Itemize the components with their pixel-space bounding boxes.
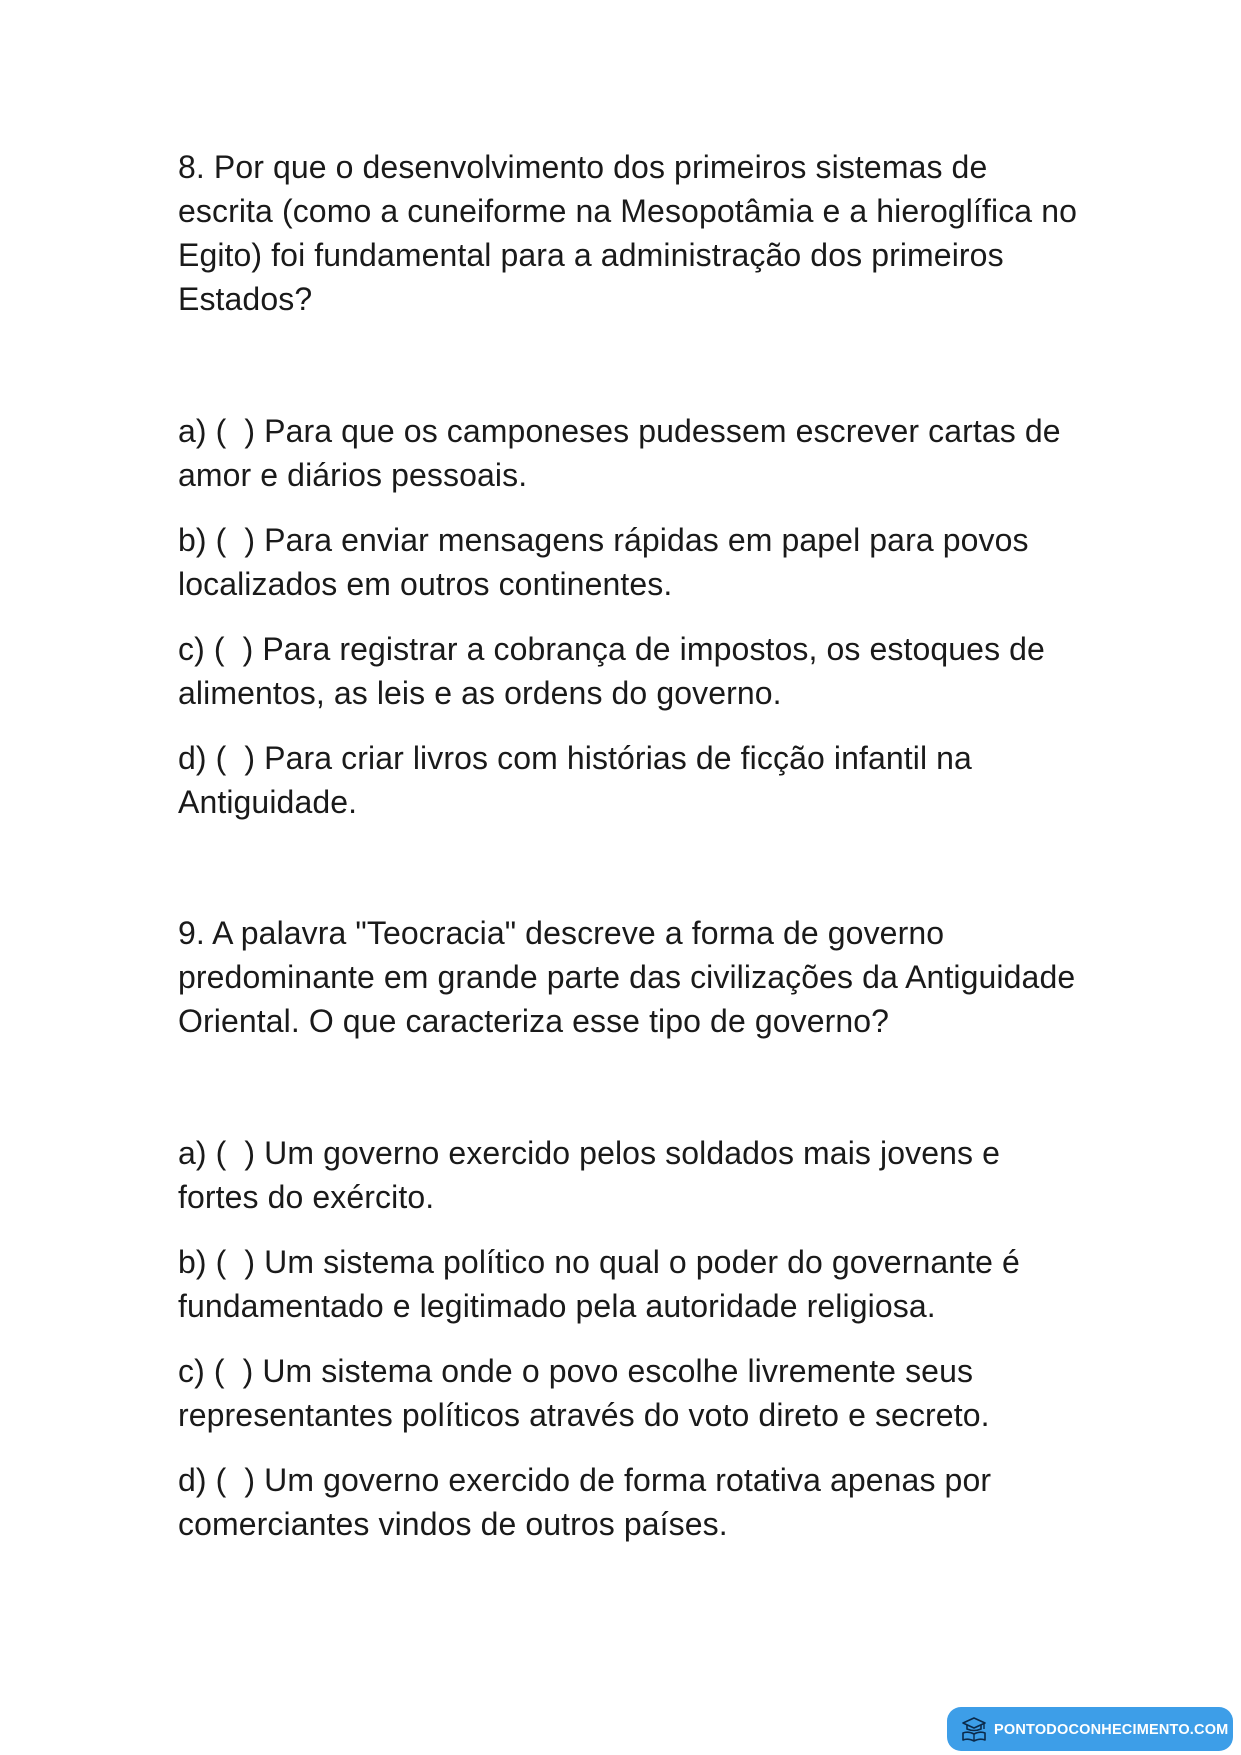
option-c[interactable] (178, 627, 1078, 715)
option-marker: b) ( ) (178, 522, 256, 558)
answer-options (178, 1131, 1078, 1546)
option-text: Para registrar a cobrança de impostos, os estoques de alimentos, as leis e as ordens do governo. (178, 631, 1045, 711)
graduation-reader-icon (959, 1714, 989, 1744)
watermark-text: PONTODOCONHECIMENTO.COM (994, 1722, 1229, 1738)
question-text: 8. Por que o desenvolvimento dos primeiros sistemas de escrita (como a cuneiforme na Mesopotâmia e a hieroglífica no Egito) foi fundamental para a administração dos primeiros Estados? (178, 149, 1077, 317)
option-d[interactable] (178, 1458, 1078, 1546)
option-marker: a) ( ) (178, 1135, 256, 1171)
option-a[interactable] (178, 1131, 1078, 1219)
option-b[interactable] (178, 518, 1078, 606)
option-b[interactable] (178, 1240, 1078, 1328)
option-text: Para enviar mensagens rápidas em papel para povos localizados em outros continentes. (178, 522, 1029, 602)
option-text: Um governo exercido de forma rotativa apenas por comerciantes vindos de outros países. (178, 1462, 992, 1542)
option-a[interactable] (178, 409, 1078, 497)
option-c[interactable] (178, 1349, 1078, 1437)
question-text: 9. A palavra "Teocracia" descreve a forma de governo predominante em grande parte das civilizações da Antiguidade Oriental. O que caracteriza esse tipo de governo? (178, 915, 1076, 1039)
option-marker: b) ( ) (178, 1244, 256, 1280)
option-text: Para que os camponeses pudessem escrever cartas de amor e diários pessoais. (178, 413, 1061, 493)
option-d[interactable] (178, 736, 1078, 824)
option-marker: d) ( ) (178, 1462, 256, 1498)
option-text: Um sistema onde o povo escolhe livremente seus representantes políticos através do voto direto e secreto. (178, 1353, 990, 1433)
answer-options (178, 409, 1078, 824)
option-marker: c) ( ) (178, 631, 254, 667)
option-marker: a) ( ) (178, 413, 256, 449)
question-9 (178, 911, 1078, 1567)
option-text: Um sistema político no qual o poder do governante é fundamentado e legitimado pela autoridade religiosa. (178, 1244, 1020, 1324)
site-watermark-link[interactable] (947, 1707, 1233, 1751)
option-marker: d) ( ) (178, 740, 256, 776)
option-text: Para criar livros com histórias de ficção infantil na Antiguidade. (178, 740, 972, 820)
option-marker: c) ( ) (178, 1353, 254, 1389)
question-8 (178, 145, 1078, 845)
option-text: Um governo exercido pelos soldados mais jovens e fortes do exército. (178, 1135, 1000, 1215)
